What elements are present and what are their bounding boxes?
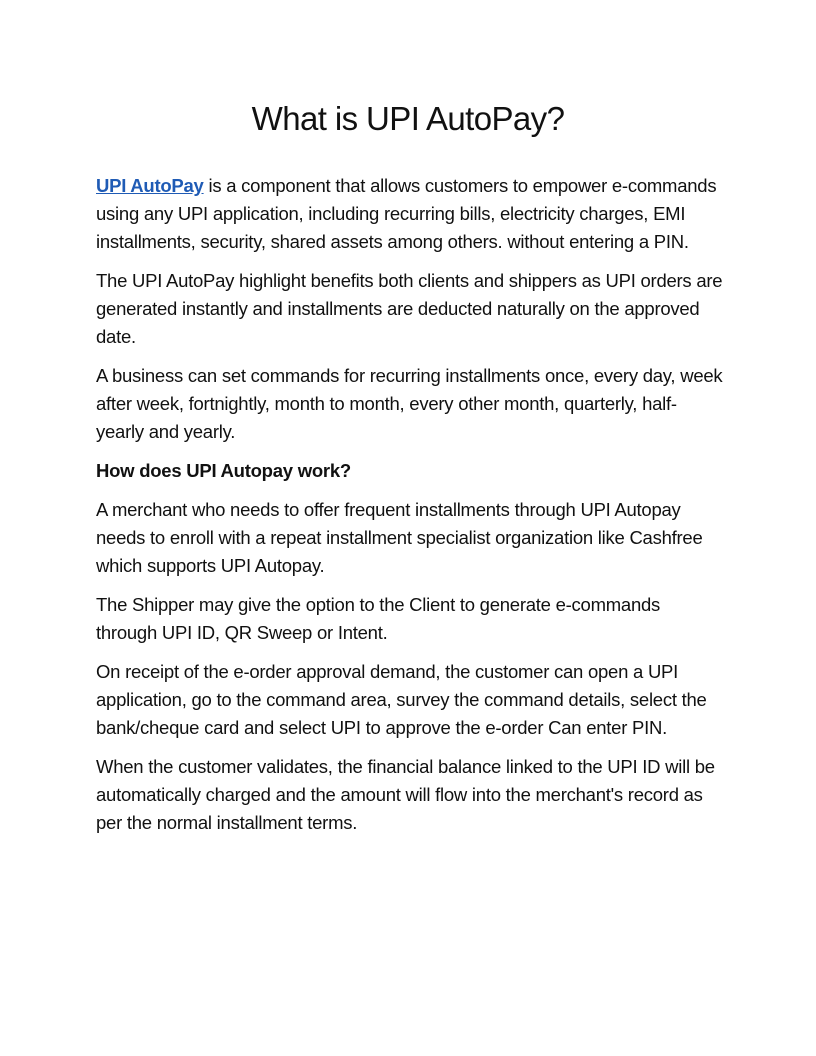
validation-paragraph: When the customer validates, the financial balance linked to the UPI ID will be automatically charged and the amount will flow into the merchant's record as per the normal installment terms.	[96, 756, 715, 833]
merchant-enrollment-paragraph: A merchant who needs to offer frequent installments through UPI Autopay needs to enroll with a repeat installment specialist organization like Cashfree which supports UPI Autopay.	[96, 499, 703, 576]
intro-paragraph	[96, 172, 724, 256]
page-title: What is UPI AutoPay?	[251, 100, 565, 137]
frequency-paragraph: A business can set commands for recurring installments once, every day, week after week, fortnightly, month to month, every other month, quarterly, half-yearly and yearly.	[96, 365, 723, 442]
section-heading: How does UPI Autopay work?	[96, 460, 351, 481]
intro-text: is a component that allows customers to empower e-commands using any UPI application, including recurring bills, electricity charges, EMI installments, security, shared assets among others. without entering a PIN.	[96, 175, 717, 252]
approval-process-paragraph: On receipt of the e-order approval demand, the customer can open a UPI application, go to the command area, survey the command details, select the bank/cheque card and select UPI to approve the e-order Can enter PIN.	[96, 661, 707, 738]
upi-autopay-link[interactable]: UPI AutoPay	[96, 175, 204, 196]
shipper-option-paragraph: The Shipper may give the option to the Client to generate e-commands through UPI ID, QR Sweep or Intent.	[96, 594, 661, 643]
benefits-paragraph: The UPI AutoPay highlight benefits both clients and shippers as UPI orders are generated instantly and installments are deducted naturally on the approved date.	[96, 270, 723, 347]
document-body	[96, 172, 724, 848]
